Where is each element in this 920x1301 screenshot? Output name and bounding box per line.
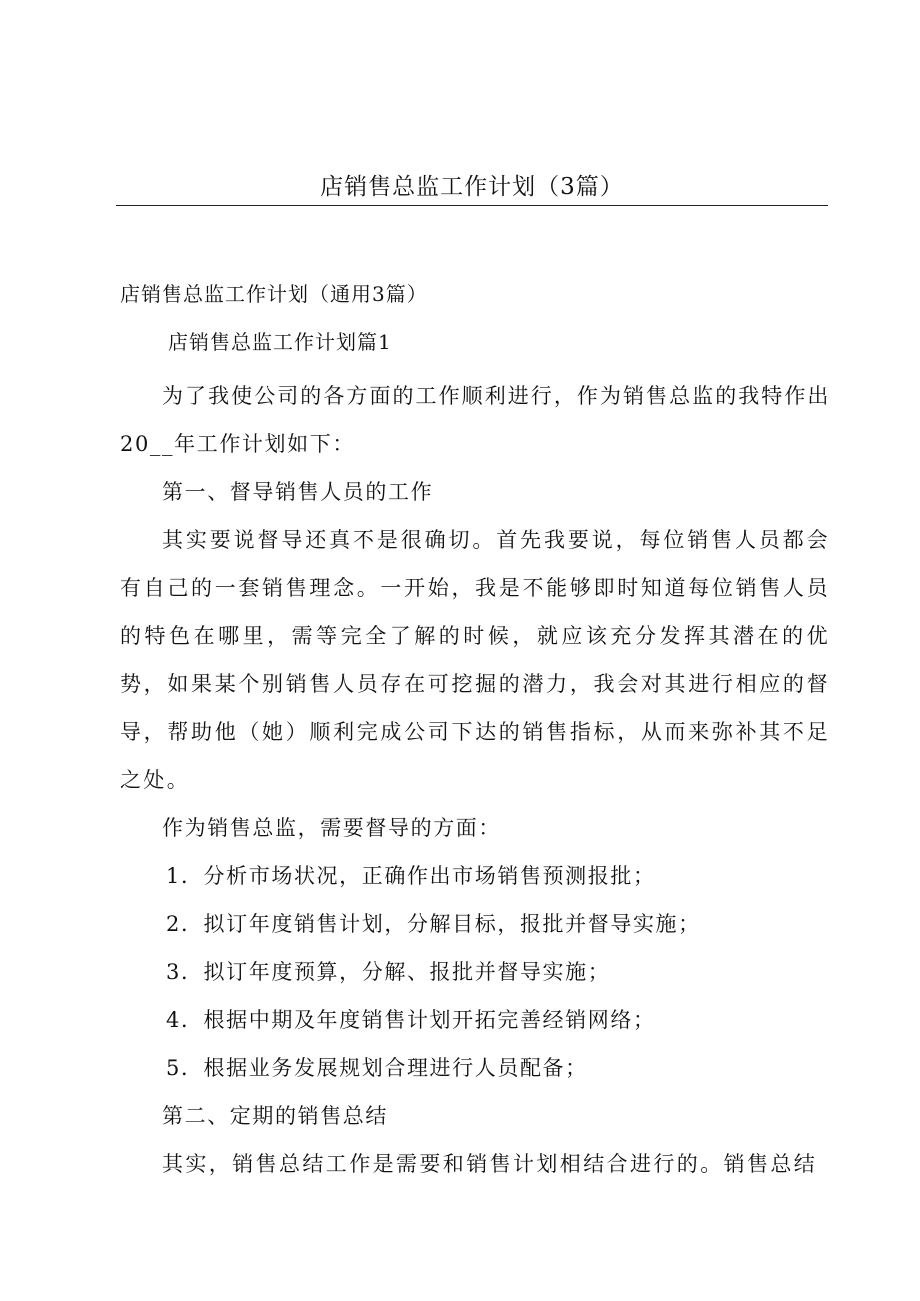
document-subtitle: 店销售总监工作计划（通用3篇）	[120, 282, 428, 306]
section-2-body: 其实，销售总结工作是需要和销售计划相结合进行的。销售总结	[162, 1152, 818, 1176]
list-item: 4．根据中期及年度销售计划开拓完善经销网络；	[166, 1008, 656, 1032]
document-body	[120, 276, 830, 1188]
list-item: 1．分析市场状况，正确作出市场销售预测报批；	[166, 864, 656, 888]
list-item: 3．拟订年度预算，分解、报批并督导实施；	[166, 960, 611, 984]
section-2-heading: 第二、定期的销售总结	[162, 1104, 388, 1128]
section-1-body: 其实要说督导还真不是很确切。首先我要说，每位销售人员都会有自己的一套销售理念。一开始，我是不能够即时知道每位销售人员的特色在哪里，需等完全了解的时候，就应该充分发挥其潜在的优势，如果某个别销售人员存在可挖掘的潜力，我会对其进行相应的督导，帮助他（她）顺利完成公司下达的销售指标，从而来弥补其不足之处。	[120, 528, 830, 792]
list-item: 2．拟订年度销售计划，分解目标，报批并督导实施；	[166, 912, 701, 936]
intro-paragraph: 为了我使公司的各方面的工作顺利进行，作为销售总监的我特作出20__年工作计划如下：	[120, 384, 830, 456]
section-1-heading: 第一、督导销售人员的工作	[162, 480, 434, 504]
section-1-list-intro: 作为销售总监，需要督导的方面：	[162, 816, 501, 840]
document-title: 店销售总监工作计划（3篇）	[320, 174, 624, 200]
list-item: 5．根据业务发展规划合理进行人员配备；	[166, 1056, 588, 1080]
title-underline	[116, 205, 828, 206]
chapter-heading: 店销售总监工作计划篇1	[168, 330, 392, 354]
